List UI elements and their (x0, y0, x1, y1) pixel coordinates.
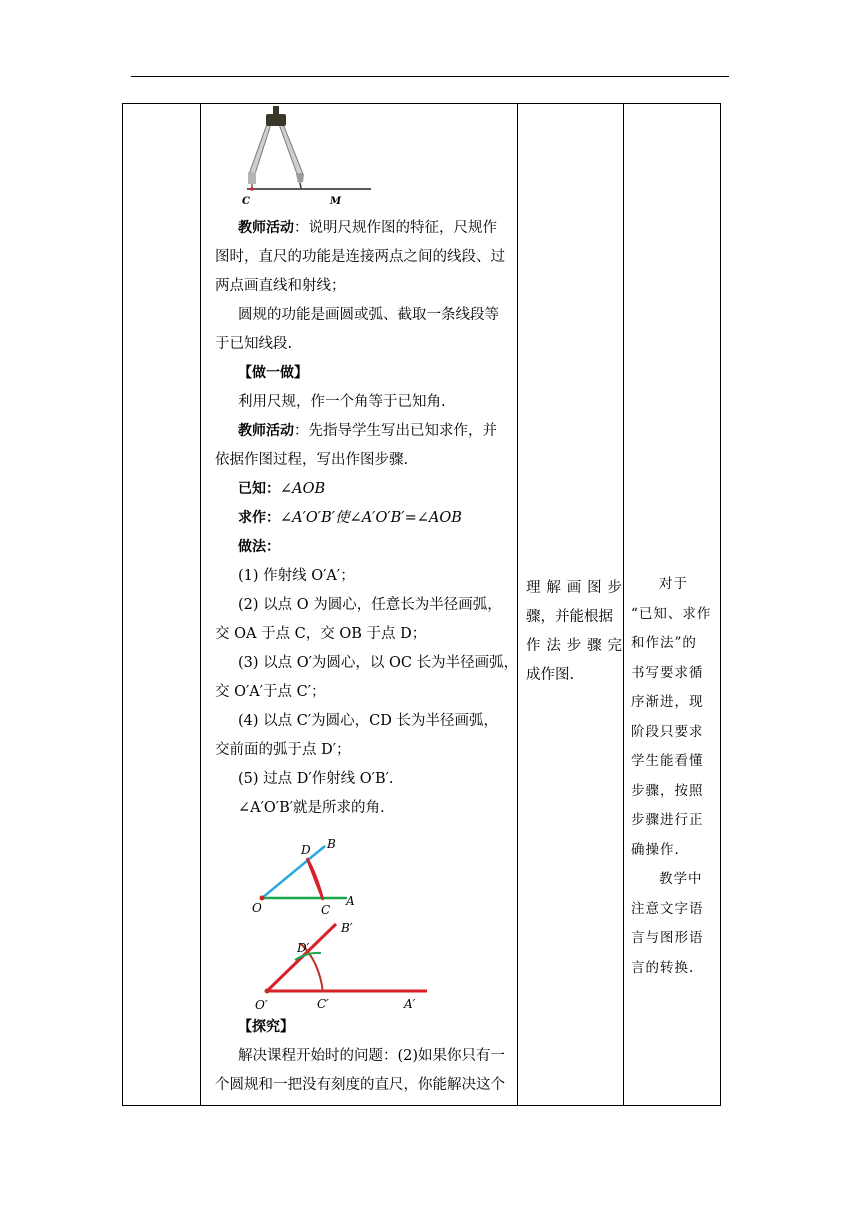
do-it-heading: 【做一做】 (238, 365, 308, 381)
teacher-activity-1-line2: 图时，直尺的功能是连接两点之间的线段、过 (215, 249, 505, 265)
compass-pencil-tip (300, 183, 301, 188)
step-4-line2: 交前面的弧于点 D′； (215, 742, 351, 758)
intent-line: 对于 (659, 576, 688, 592)
student-activity-line4: 成作图. (526, 667, 575, 683)
step-4-line1: (4) 以点 C′为圆心，CD 长为半径画弧， (238, 713, 498, 729)
explore-line2: 个圆规和一把没有刻度的直尺，你能解决这个 (215, 1077, 505, 1093)
label-c: C (242, 196, 250, 207)
intent-line: 教学中 (659, 871, 703, 887)
do-it-text: 利用尺规，作一个角等于已知角. (238, 394, 446, 410)
column-divider (200, 104, 201, 1105)
compass-needle-holder (248, 172, 256, 184)
point-c (250, 187, 254, 191)
compass-function-line1: 圆规的功能是画圆或弧、截取一条线段等 (238, 307, 499, 323)
explore-line1: 解决课程开始时的问题：(2)如果你只有一 (238, 1048, 506, 1064)
label-c: C (321, 903, 331, 916)
intent-line: 言与图形语 (631, 930, 704, 946)
teacher-activity-1-line1: 教师活动：说明尺规作图的特征，尺规作 (238, 220, 497, 236)
label-a: A (346, 894, 355, 908)
intent-line: 步骤，按照 (631, 782, 704, 799)
label-a1: A′ (404, 997, 416, 1011)
column-divider (623, 104, 624, 1105)
lesson-table (122, 103, 721, 1106)
method-heading: 做法： (238, 539, 280, 555)
step-2-line1: (2) 以点 O 为圆心，任意长为半径画弧， (238, 597, 502, 613)
step-3-line1: (3) 以点 O′为圆心，以 OC 长为半径画弧， (238, 655, 519, 671)
label-b: B (327, 837, 336, 851)
step-1: (1) 作射线 O′A′； (238, 568, 355, 584)
explore-heading: 【探究】 (238, 1019, 294, 1035)
intent-line: 言的转换. (631, 959, 695, 976)
conclusion: ∠A′O′B′就是所求的角. (238, 800, 385, 816)
segment-cd (307, 859, 322, 898)
label-b1: B′ (341, 921, 353, 935)
figure-angle-aob (245, 834, 375, 916)
label-o1: O′ (255, 998, 268, 1012)
intent-line: 步骤进行正 (631, 812, 704, 828)
point-o (260, 896, 265, 901)
teacher-activity-1-line3: 两点画直线和射线； (215, 278, 346, 294)
known-line: 已知：∠AOB (238, 481, 326, 497)
point-o1 (265, 989, 270, 994)
intent-line: 学生能看懂 (631, 753, 704, 769)
compass-function-line2: 于已知线段. (215, 336, 293, 352)
student-activity-line3: 作法步骤完 (526, 638, 622, 654)
step-3-line2: 交 O′A′于点 C′； (215, 684, 326, 700)
teacher-activity-2-line2: 依据作图过程，写出作图步骤. (215, 452, 409, 468)
student-activity-line1: 理解画图步 (526, 580, 622, 596)
find-line: 求作：∠A′O′B′使∠A′O′B′=∠AOB (238, 510, 462, 526)
label-m: M (330, 196, 342, 207)
intent-line: 书写要求循 (631, 664, 704, 681)
student-activity-line2: 骤，并能根据 (526, 609, 613, 625)
compass-illustration (237, 104, 377, 210)
figure-angle-a1o1b1 (251, 916, 431, 1016)
compass-handle (273, 106, 279, 115)
compass-pencil (296, 174, 304, 183)
header-rule (131, 76, 729, 77)
compass-hinge (266, 114, 286, 126)
label-d: D (301, 843, 311, 857)
intent-line: 确操作. (631, 841, 680, 858)
compass-left-leg (249, 124, 271, 174)
label-o: O (252, 901, 262, 915)
intent-line: 和作法”的 (631, 635, 697, 651)
ray-o1b1 (267, 924, 336, 991)
step-2-line2: 交 OA 于点 C，交 OB 于点 D； (215, 626, 427, 642)
compass-right-leg (279, 124, 303, 174)
label-c1: C′ (317, 997, 329, 1011)
intent-line: “已知、求作 (631, 605, 712, 622)
teacher-activity-2-line1: 教师活动：先指导学生写出已知求作，并 (238, 423, 497, 439)
step-5: (5) 过点 D′作射线 O′B′. (238, 771, 394, 787)
intent-line: 注意文字语 (631, 900, 704, 917)
ray-ob (262, 846, 325, 898)
label-d1: D′ (297, 941, 310, 955)
intent-line: 序渐进，现 (631, 694, 704, 710)
intent-line: 阶段只要求 (631, 723, 704, 740)
